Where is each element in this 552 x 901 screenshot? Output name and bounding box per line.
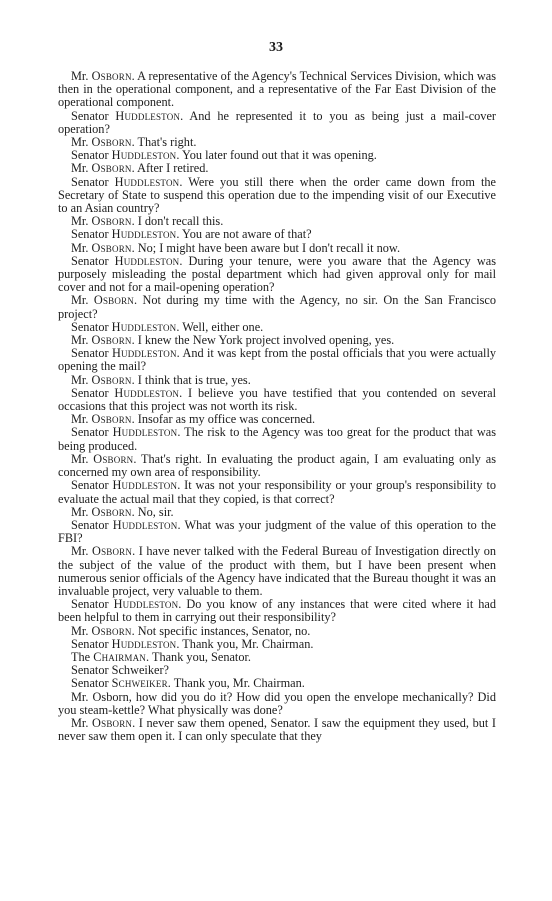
statement-text: . Do you know of any instances that were cited where it had been helpful to them in carrying out their responsibility? — [58, 597, 496, 625]
speaker-title: Mr. — [71, 293, 94, 308]
speaker-name: Huddleston — [115, 108, 181, 123]
speaker-title: Mr. — [71, 504, 92, 519]
speaker-title: Senator — [71, 319, 112, 334]
statement-text: . After I retired. — [131, 161, 209, 176]
speaker-name: Osborn — [92, 715, 133, 730]
statement-text: . Insofar as my office was concerned. — [131, 412, 316, 427]
speaker-name: Osborn — [93, 451, 134, 466]
statement-text: . You later found out that it was opening. — [176, 148, 377, 163]
speaker-title: Mr. — [71, 69, 92, 83]
speaker-name: Osborn — [91, 214, 132, 229]
speaker-title: Mr. — [71, 451, 94, 466]
speaker-title: Senator — [71, 478, 113, 493]
transcript-paragraph — [58, 176, 496, 216]
speaker-name: Huddleston — [112, 517, 178, 532]
speaker-name: Huddleston — [114, 385, 180, 400]
speaker-name: Huddleston — [114, 253, 180, 268]
speaker-name: Osborn — [91, 623, 132, 638]
transcript-paragraph — [58, 255, 496, 295]
statement-text: . No, sir. — [131, 504, 174, 519]
statement-text: . A representative of the Agency's Technical Services Division, which was then in the operational component, and a representative of the Far East Division of the operational component. — [58, 69, 497, 110]
speaker-title: Senator — [71, 148, 112, 163]
speaker-name: Osborn — [91, 544, 133, 559]
transcript-paragraph — [58, 519, 496, 545]
transcript-body — [58, 70, 496, 743]
speaker-name: Huddleston — [111, 227, 177, 242]
speaker-title: Senator — [71, 517, 113, 532]
transcript-paragraph — [58, 691, 496, 717]
speaker-title: The — [71, 649, 94, 664]
speaker-title: Mr. — [71, 161, 92, 176]
statement-text: . Not during my time with the Agency, no sir. On the San Francisco project? — [58, 293, 496, 321]
statement-text: Mr. Osborn, how did you do it? How did you open the envelope mechanically? Did you steam-kettle? What physically was done? — [58, 689, 496, 717]
statement-text: . I never saw them opened, Senator. I saw the equipment they used, but I never saw them open it. I can only speculate that they — [58, 715, 497, 744]
transcript-paragraph — [58, 110, 496, 136]
statement-text: . That's right. — [131, 135, 197, 150]
speaker-name: Huddleston — [111, 319, 177, 334]
speaker-title: Mr. — [71, 412, 92, 427]
transcript-paragraph — [58, 545, 496, 598]
statement-text: . During your tenure, were you aware that the Agency was purposely misleading the postal department which had given approval only for mail cover and not for a mail-opening operation? — [58, 253, 497, 295]
speaker-title: Senator — [71, 346, 112, 361]
statement-text: . No; I might have been aware but I don't recall it now. — [131, 240, 401, 255]
statement-text: . And he represented it to you as being just a mail-cover operation? — [58, 108, 497, 136]
statement-text: . Were you still there when the order came down from the Secretary of State to suspend this operation due to the impending visit of our Executive to an Asian country? — [58, 174, 496, 216]
statement-text: . The risk to the Agency was too great for the product that was being produced. — [58, 425, 497, 453]
statement-text: . It was not your responsibility or your group's responsibility to evaluate the actual mail that they copied, is that correct? — [58, 478, 497, 506]
speaker-title: Senator — [71, 385, 115, 400]
speaker-name: Osborn — [91, 412, 132, 427]
statement-text: . Thank you, Mr. Chairman. — [176, 636, 314, 651]
speaker-name: Osborn — [91, 69, 132, 83]
statement-text: . I don't recall this. — [131, 214, 224, 229]
speaker-name: Osborn — [91, 504, 132, 519]
speaker-name: Osborn — [91, 240, 132, 255]
transcript-paragraph — [58, 453, 496, 479]
statement-text: . That's right. In evaluating the product again, I am evaluating only as concerned my own area of responsibility. — [58, 451, 496, 480]
statement-text: . You are not aware of that? — [176, 227, 312, 242]
speaker-title: Mr. — [71, 544, 92, 559]
transcript-paragraph — [58, 426, 496, 452]
speaker-name: Schweiker — [111, 676, 168, 691]
speaker-title: Mr. — [71, 214, 92, 229]
speaker-title: Senator — [71, 597, 114, 612]
statement-text: Senator Schweiker? — [71, 663, 169, 678]
statement-text: . Thank you, Senator. — [146, 649, 251, 664]
transcript-paragraph — [58, 387, 496, 413]
statement-text: . I think that is true, yes. — [131, 372, 251, 387]
statement-text: . Well, either one. — [176, 319, 264, 334]
speaker-name: Osborn — [91, 135, 132, 150]
speaker-title: Senator — [71, 636, 112, 651]
speaker-title: Mr. — [71, 240, 92, 255]
speaker-title: Senator — [71, 108, 116, 123]
speaker-name: Osborn — [91, 372, 132, 387]
speaker-name: Osborn — [91, 333, 132, 348]
transcript-paragraph — [58, 479, 496, 505]
speaker-name: Huddleston — [114, 174, 180, 189]
speaker-name: Chairman — [93, 649, 147, 664]
speaker-title: Mr. — [71, 623, 92, 638]
statement-text: . What was your judgment of the value of this operation to the FBI? — [58, 517, 496, 546]
statement-text: . I knew the New York project involved opening, yes. — [131, 333, 395, 348]
speaker-title: Senator — [71, 174, 115, 189]
statement-text: . I have never talked with the Federal Bureau of Investigation directly on the subject of the value of the product with them, but I have been present when numerous senior officials of the Agency have indicated that the Bureau thought it was an invaluable project, very valuable to them. — [58, 544, 496, 598]
speaker-name: Huddleston — [112, 425, 178, 440]
statement-text: . I believe you have testified that you contended on several occasions that this project was not worth its risk. — [58, 385, 496, 414]
speaker-title: Mr. — [71, 333, 92, 348]
speaker-title: Senator — [71, 425, 113, 440]
speaker-name: Huddleston — [111, 346, 177, 361]
statement-text: . Not specific instances, Senator, no. — [131, 623, 311, 638]
speaker-title: Senator — [71, 676, 112, 691]
speaker-title: Mr. — [71, 135, 92, 150]
speaker-title: Mr. — [71, 715, 93, 730]
speaker-name: Huddleston — [112, 478, 178, 493]
speaker-title: Senator — [71, 227, 112, 242]
page-number: 33 — [269, 40, 283, 55]
transcript-paragraph — [58, 598, 496, 624]
speaker-name: Osborn — [93, 293, 134, 308]
transcript-paragraph — [58, 347, 496, 373]
speaker-name: Osborn — [91, 161, 132, 176]
speaker-name: Huddleston — [111, 636, 177, 651]
speaker-name: Huddleston — [111, 148, 177, 163]
speaker-title: Mr. — [71, 372, 92, 387]
transcript-paragraph — [58, 294, 496, 320]
speaker-name: Huddleston — [113, 597, 179, 612]
transcript-paragraph — [58, 717, 496, 743]
statement-text: . Thank you, Mr. Chairman. — [167, 676, 305, 691]
speaker-title: Senator — [71, 253, 115, 268]
statement-text: . And it was kept from the postal officials that you were actually opening the mail? — [58, 346, 497, 374]
transcript-paragraph — [58, 70, 496, 110]
